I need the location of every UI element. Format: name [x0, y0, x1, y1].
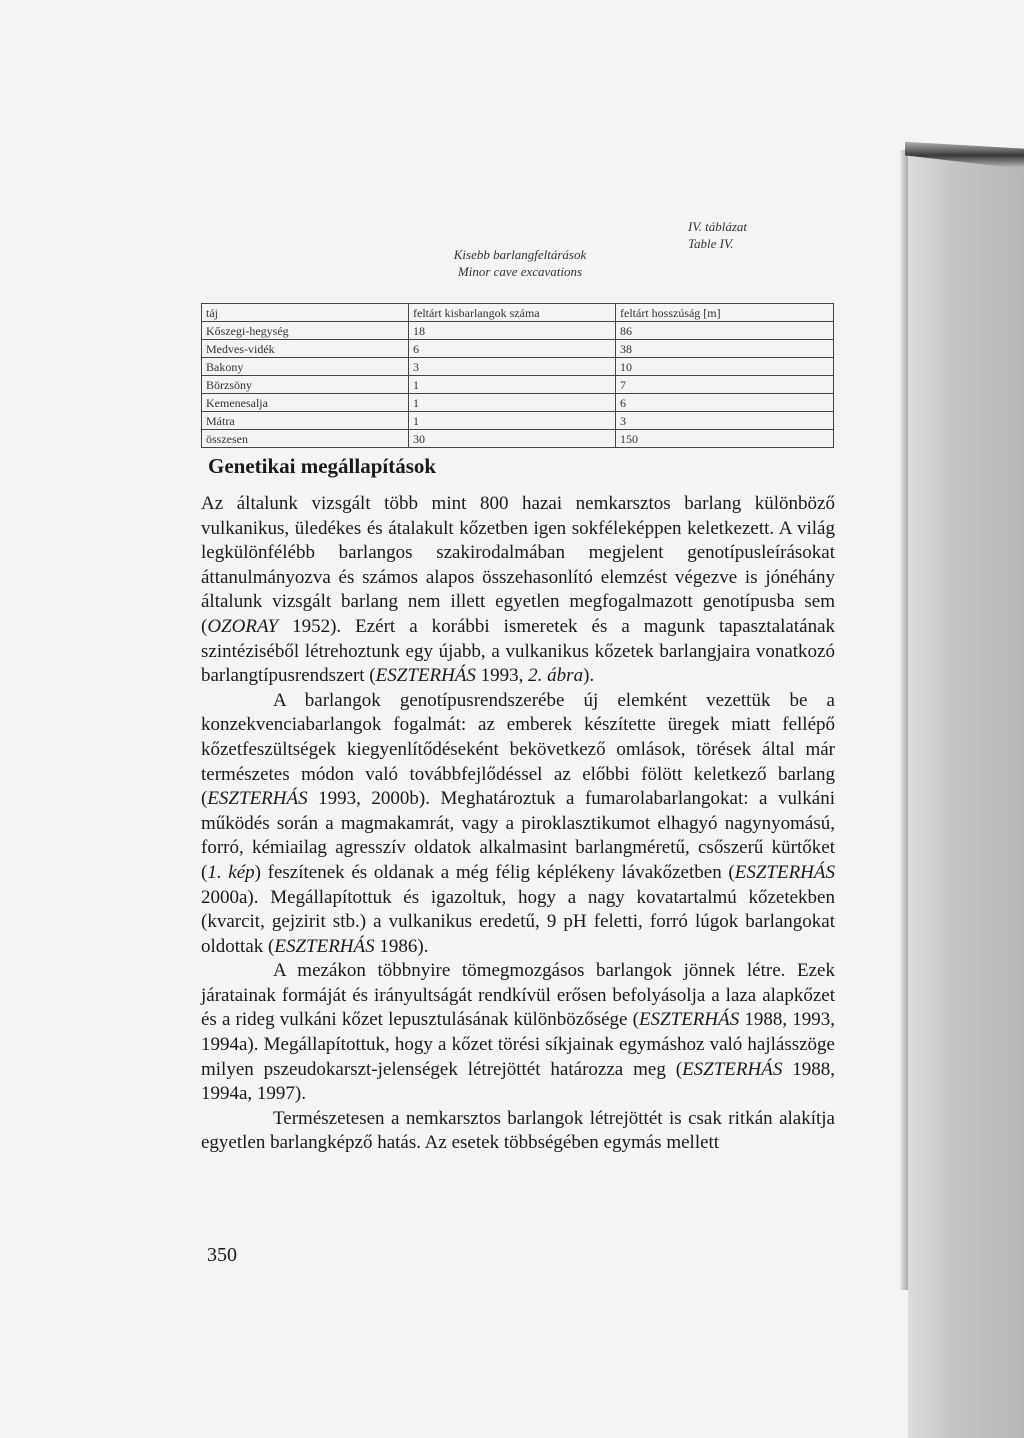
- table-row: [202, 340, 834, 358]
- table-total-row: [202, 430, 834, 448]
- cell-length: 7: [616, 376, 834, 394]
- cell-region: Kemenesalja: [202, 394, 409, 412]
- cell-count: 1: [409, 376, 616, 394]
- table-row: [202, 376, 834, 394]
- page-number: 350: [207, 1244, 237, 1266]
- cell-length: 150: [616, 430, 834, 448]
- cell-count: 6: [409, 340, 616, 358]
- cell-region: Bakony: [202, 358, 409, 376]
- excavation-table: [201, 303, 834, 448]
- caption-en: Minor cave excavations: [457, 264, 583, 279]
- cell-region: Börzsöny: [202, 376, 409, 394]
- table-row: [202, 394, 834, 412]
- paragraph-1: Az általunk vizsgált több mint 800 hazai nemkarsztos barlang különböző vulkanikus, üledékes és átalakult kőzetben igen sokféleképpen keletkezett. A világ legkülönfélébb barlangos szakirodalmában megjelent genotípusleírásokat áttanulmányozva és számos alapos összehasonlító elemzést végezve is jónéhány általunk vizsgált barlang nem illett egyetlen megfogalmazott genotípusba sem (OZORAY 1952). Ezért a korábbi ismeretek és a magunk tapasztalatának szintéziséből létrehoztunk egy újabb, a vulkanikus kőzetek barlangjaira vonatkozó barlangtípusrendszert (ESZTERHÁS 1993, 2. ábra).: [201, 493, 835, 687]
- table-label: [688, 218, 747, 252]
- cell-length: 86: [616, 322, 834, 340]
- cell-length: 3: [616, 412, 834, 430]
- cell-count: 30: [409, 430, 616, 448]
- figure-reference: 1. kép: [207, 861, 255, 883]
- header-length: feltárt hosszúság [m]: [616, 304, 834, 322]
- section-heading: Genetikai megállapítások: [208, 454, 437, 478]
- table-caption: [420, 246, 620, 280]
- cell-count: 1: [409, 412, 616, 430]
- scan-margin: [908, 150, 1024, 1438]
- table-label-en: Table IV.: [688, 236, 734, 251]
- caption-hu: Kisebb barlangfeltárások: [453, 247, 587, 262]
- table-label-hu: IV. táblázat: [688, 219, 747, 234]
- cell-region: Medves-vidék: [202, 340, 409, 358]
- table-header-row: [202, 304, 834, 322]
- citation: ESZTERHÁS: [207, 788, 308, 810]
- body-text: [201, 492, 835, 1156]
- citation: ESZTERHÁS: [638, 1009, 740, 1031]
- paragraph-4: Természetesen a nemkarsztos barlangok létrejöttét is csak ritkán alakítja egyetlen barlangképző hatás. Az esetek többségében egymás mellett: [201, 1107, 835, 1154]
- figure-reference: 2. ábra: [528, 665, 584, 687]
- cell-region: Mátra: [202, 412, 409, 430]
- citation: ESZTERHÁS: [274, 935, 375, 957]
- header-region: táj: [202, 304, 409, 322]
- paragraph-3: A mezákon többnyire tömegmozgásos barlangok jönnek létre. Ezek járatainak formáját és irányultságát rendkívül erősen befolyásolja a laza alapkőzet és a rideg vulkáni kőzet lepusztulásának különbözősége (ESZTERHÁS 1988, 1993, 1994a). Megállapítottuk, hogy a kőzet törési síkjainak egymáshoz való hajlásszöge milyen pszeudokarszt-jelenségek létrejöttét határozza meg (ESZTERHÁS 1988, 1994a, 1997).: [201, 960, 835, 1105]
- cell-region: Kőszegi-hegység: [202, 322, 409, 340]
- citation: ESZTERHÁS: [375, 665, 476, 687]
- cell-count: 18: [409, 322, 616, 340]
- table-row: [202, 322, 834, 340]
- cell-region: összesen: [202, 430, 409, 448]
- paragraph-2: A barlangok genotípusrendszerébe új elemként vezettük be a konzekvenciabarlangok fogalmát: az emberek készítette üregek miatt fellépő kőzetfeszültségek kiegyenlítődéseként bekövetkező omlások, törések által már természetes módon való továbbfejlődéssel az előbbi fölött keletkező barlang (ESZTERHÁS 1993, 2000b). Meghatároztuk a fumarolabarlangokat: a vulkáni működés során a magmakamrát, vagy a piroklasztikumot elhagyó nagynyomású, forró, kémiailag agresszív oldatok alkalmasint barlangméretű, csőszerű kürtőket (1. kép) feszítenek és oldanak a még félig képlékeny lávakőzetben (ESZTERHÁS 2000a). Megállapítottuk és igazoltuk, hogy a nagy kovatartalmú kőzetekben (kvarcit, gejzirit stb.) a vulkanikus eredetű, 9 pH feletti, forró lúgok barlangokat oldottak (ESZTERHÁS 1986).: [201, 689, 835, 957]
- citation: ESZTERHÁS: [734, 861, 835, 883]
- cell-length: 38: [616, 340, 834, 358]
- citation: ESZTERHÁS: [682, 1058, 783, 1080]
- cell-length: 6: [616, 394, 834, 412]
- table-row: [202, 358, 834, 376]
- cell-count: 3: [409, 358, 616, 376]
- cell-length: 10: [616, 358, 834, 376]
- header-cave-count: feltárt kisbarlangok száma: [409, 304, 616, 322]
- citation: OZORAY: [207, 615, 279, 637]
- cell-count: 1: [409, 394, 616, 412]
- table-row: [202, 412, 834, 430]
